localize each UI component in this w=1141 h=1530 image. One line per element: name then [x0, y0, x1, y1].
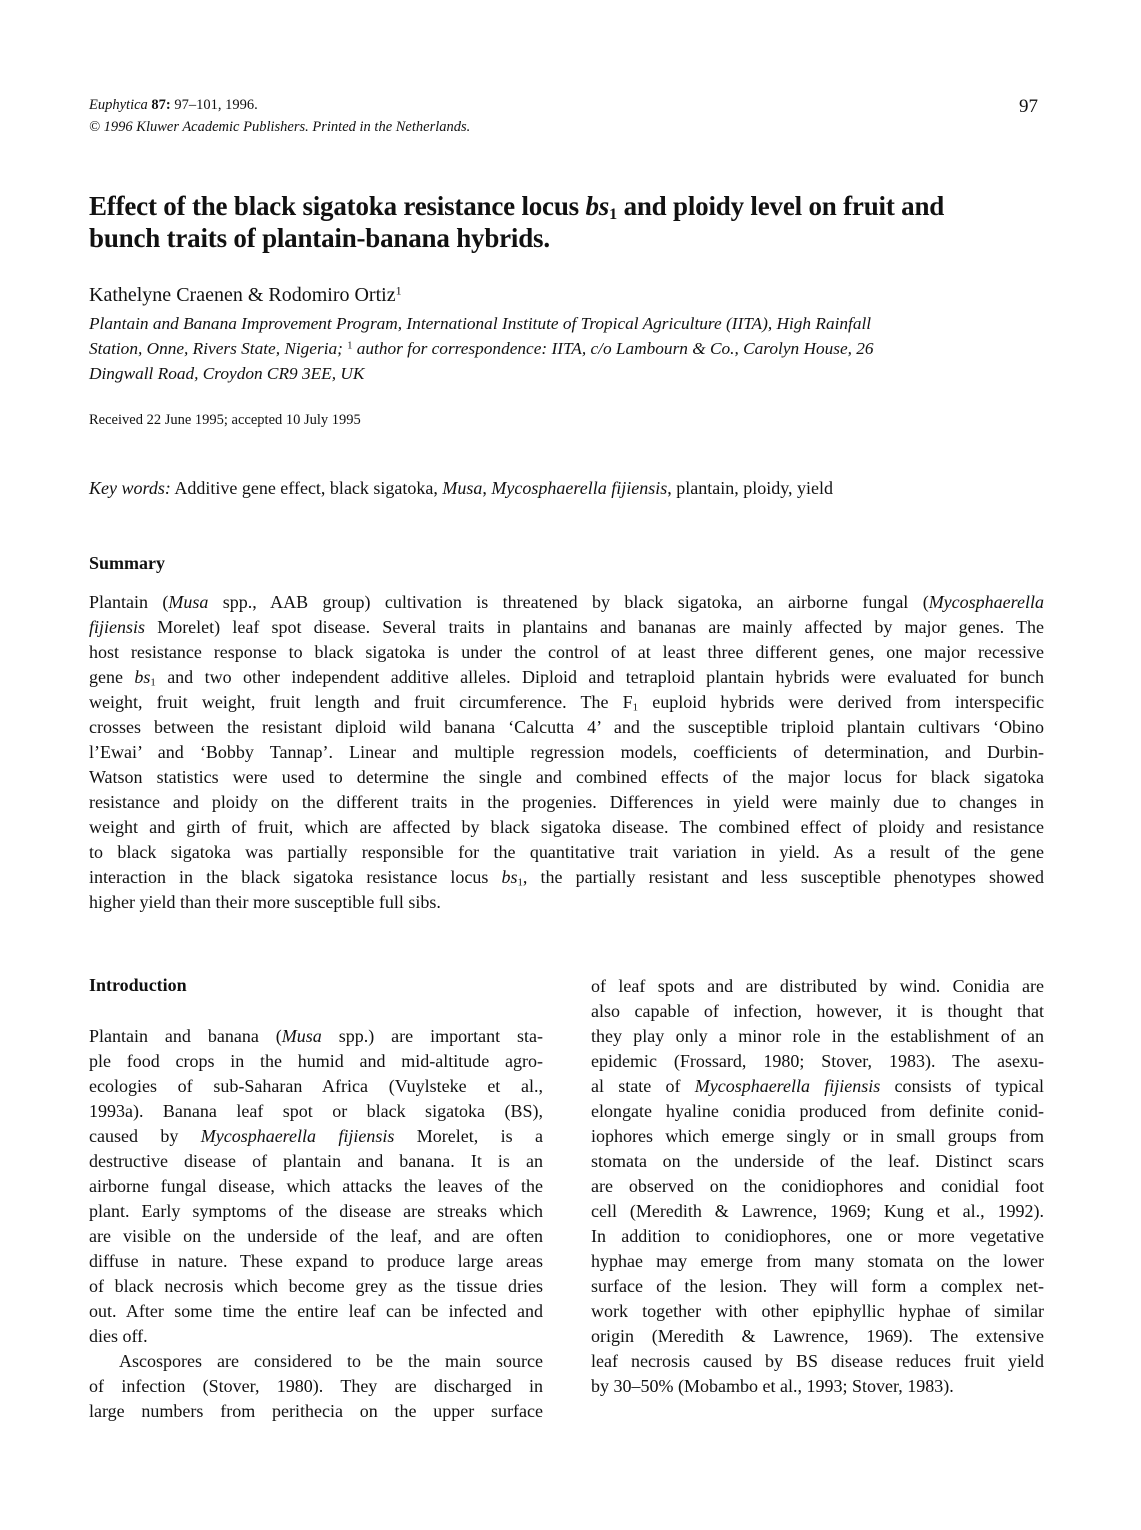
intro-left-line: large numbers from perithecia on the upper surface	[89, 1401, 543, 1421]
text: Plantain and banana (	[89, 1026, 282, 1046]
journal-name: Euphytica	[89, 97, 148, 113]
intro-right-line: are observed on the conidiophores and conidial foot	[591, 1176, 1044, 1196]
text: al state of	[591, 1076, 695, 1096]
affiliation-line-3: Dingwall Road, Croydon CR9 3EE, UK	[89, 364, 365, 383]
intro-right-line: by 30–50% (Mobambo et al., 1993; Stover, 1983).	[591, 1376, 954, 1396]
species-name: Mycosphaerella fijiensis	[200, 1126, 395, 1146]
species-name: Mycosphaerella	[928, 592, 1044, 612]
intro-right-line: also capable of infection, however, it is thought that	[591, 1001, 1044, 1021]
intro-left-line: Ascospores are considered to be the main source	[119, 1351, 543, 1371]
locus-name: bs	[134, 667, 151, 687]
journal-citation	[89, 95, 258, 115]
text: consists of typical	[880, 1076, 1044, 1096]
intro-right-line: origin (Meredith & Lawrence, 1969). The extensive	[591, 1326, 1044, 1346]
summary-line	[89, 665, 1044, 690]
intro-left-line: out. After some time the entire leaf can be infected and	[89, 1301, 543, 1321]
summary-line: resistance and ploidy on the different traits in the progenies. Differences in yield were mainly due to changes in	[89, 792, 1044, 812]
text: gene	[89, 667, 135, 687]
summary-line: weight and girth of fruit, which are affected by black sigatoka disease. The combined effect of ploidy and resistance	[89, 817, 1044, 837]
intro-right-line: stomata on the underside of the leaf. Distinct scars	[591, 1151, 1044, 1171]
summary-line: l’Ewai’ and ‘Bobby Tannap’. Linear and multiple regression models, coefficients of determination, and Durbin-	[89, 742, 1044, 762]
intro-right-line: cell (Meredith & Lawrence, 1969; Kung et al., 1992).	[591, 1201, 1044, 1221]
affiliation-footnote-mark: 1	[347, 340, 353, 352]
text: and two other independent additive alleles. Diploid and tetraploid plantain hybrids were evaluated for bunch	[155, 667, 1044, 687]
intro-left-line: diffuse in nature. These expand to produce large areas	[89, 1251, 543, 1271]
intro-right-line: they play only a minor role in the establishment of an	[591, 1026, 1044, 1046]
summary-line	[89, 865, 1044, 890]
text: euploid hybrids were derived from interspecific	[638, 692, 1044, 712]
intro-left-line	[89, 1024, 543, 1049]
species-name: fijiensis	[89, 617, 146, 637]
intro-right-line: work together with other epiphyllic hyphae of similar	[591, 1301, 1044, 1321]
author-footnote-mark: 1	[395, 283, 402, 298]
keywords-label: Key words:	[89, 478, 171, 498]
keywords-text: ,	[482, 478, 492, 498]
intro-left-line: destructive disease of plantain and banana. It is an	[89, 1151, 543, 1171]
intro-right-line: epidemic (Frossard, 1980; Stover, 1983). The asexu-	[591, 1051, 1044, 1071]
title-locus: bs	[585, 191, 610, 221]
keywords	[89, 478, 833, 499]
intro-right-line: surface of the lesion. They will form a complex net-	[591, 1276, 1044, 1296]
keyword-musa: Musa	[442, 478, 483, 498]
locus-name: bs	[501, 867, 518, 887]
summary-line: Watson statistics were used to determine the single and combined effects of the major locus for black sigatoka	[89, 767, 1044, 787]
affiliation-text: Station, Onne, Rivers State, Nigeria;	[89, 339, 348, 358]
text: spp.) are important sta-	[321, 1026, 543, 1046]
author-names: Kathelyne Craenen & Rodomiro Ortiz	[89, 284, 396, 306]
summary-line: to black sigatoka was partially responsible for the quantitative trait variation in yield. As a result of the gene	[89, 842, 1044, 862]
affiliation-text: author for correspondence: IITA, c/o Lambourn & Co., Carolyn House, 26	[352, 339, 874, 358]
intro-right-line: iophores which emerge singly or in small groups from	[591, 1126, 1044, 1146]
subscript: 1	[632, 701, 639, 714]
keyword-mycosphaerella: Mycosphaerella fijiensis	[491, 478, 668, 498]
intro-left-line: plant. Early symptoms of the disease are streaks which	[89, 1201, 543, 1221]
intro-left-line: airborne fungal disease, which attacks the leaves of the	[89, 1176, 543, 1196]
subscript: 1	[517, 876, 523, 889]
keywords-text: Additive gene effect, black sigatoka,	[170, 478, 443, 498]
intro-right-line: elongate hyaline conidia produced from definite conid-	[591, 1101, 1044, 1121]
intro-left-line: of black necrosis which become grey as the tissue dries	[89, 1276, 543, 1296]
introduction-heading: Introduction	[89, 975, 187, 995]
intro-left-line: dies off.	[89, 1326, 148, 1346]
received-dates: Received 22 June 1995; accepted 10 July 1995	[89, 412, 361, 428]
summary-line	[89, 615, 1044, 640]
intro-right-line: of leaf spots and are distributed by wind. Conidia are	[591, 976, 1044, 996]
summary-line: crosses between the resistant diploid wild banana ‘Calcutta 4’ and the susceptible triploid plantain cultivars ‘Obino	[89, 717, 1044, 737]
summary-heading: Summary	[89, 553, 165, 573]
text: weight, fruit weight, fruit length and fruit circumference. The F	[89, 692, 633, 712]
keywords-text: , plantain, ploidy, yield	[667, 478, 834, 498]
intro-left-line: are visible on the underside of the leaf, and are often	[89, 1226, 543, 1246]
text: , the partially resistant and less susceptible phenotypes showed	[522, 867, 1044, 887]
species-name: Mycosphaerella fijiensis	[694, 1076, 881, 1096]
intro-right-line: leaf necrosis caused by BS disease reduces fruit yield	[591, 1351, 1044, 1371]
paper-title-line-1	[89, 190, 944, 222]
summary-line: higher yield than their more susceptible full sibs.	[89, 892, 441, 912]
summary-line	[89, 690, 1044, 715]
intro-right-line: hyphae may emerge from many stomata on the lower	[591, 1251, 1044, 1271]
text: spp., AAB group) cultivation is threatened by black sigatoka, an airborne fungal (	[208, 592, 929, 612]
intro-left-line	[89, 1124, 543, 1149]
text: interaction in the black sigatoka resistance locus	[89, 867, 502, 887]
title-text: Effect of the black sigatoka resistance locus	[89, 191, 586, 221]
species-name: Musa	[168, 592, 209, 612]
author-list	[89, 284, 402, 307]
subscript: 1	[150, 676, 156, 689]
intro-left-line: ple food crops in the humid and mid-altitude agro-	[89, 1051, 543, 1071]
affiliation-line-2	[89, 337, 874, 361]
intro-right-line	[591, 1074, 1044, 1099]
intro-right-line: In addition to conidiophores, one or more vegetative	[591, 1226, 1044, 1246]
affiliation-line-1: Plantain and Banana Improvement Program, International Institute of Tropical Agriculture (IITA), High Rainfall	[89, 314, 872, 333]
text: Plantain (	[89, 592, 169, 612]
page-number: 97	[1019, 96, 1038, 117]
intro-left-line: ecologies of sub-Saharan Africa (Vuylsteke et al.,	[89, 1076, 543, 1096]
summary-line	[89, 590, 1044, 615]
journal-pages-year: 97–101, 1996.	[174, 97, 258, 113]
title-locus-subscript: 1	[609, 205, 618, 224]
text: caused by	[89, 1126, 201, 1146]
journal-volume: 87:	[151, 97, 171, 113]
paper-title-line-2: bunch traits of plantain-banana hybrids.	[89, 223, 550, 253]
summary-line: host resistance response to black sigatoka is under the control of at least three different genes, one major recessive	[89, 642, 1044, 662]
species-name: Musa	[281, 1026, 322, 1046]
copyright-line: © 1996 Kluwer Academic Publishers. Printed in the Netherlands.	[89, 119, 471, 135]
text: Morelet, is a	[394, 1126, 543, 1146]
intro-left-line: 1993a). Banana leaf spot or black sigatoka (BS),	[89, 1101, 543, 1121]
intro-left-line: of infection (Stover, 1980). They are discharged in	[89, 1376, 543, 1396]
title-text: and ploidy level on fruit and	[617, 191, 945, 221]
text: Morelet) leaf spot disease. Several traits in plantains and bananas are mainly affected by major genes. The	[145, 617, 1044, 637]
